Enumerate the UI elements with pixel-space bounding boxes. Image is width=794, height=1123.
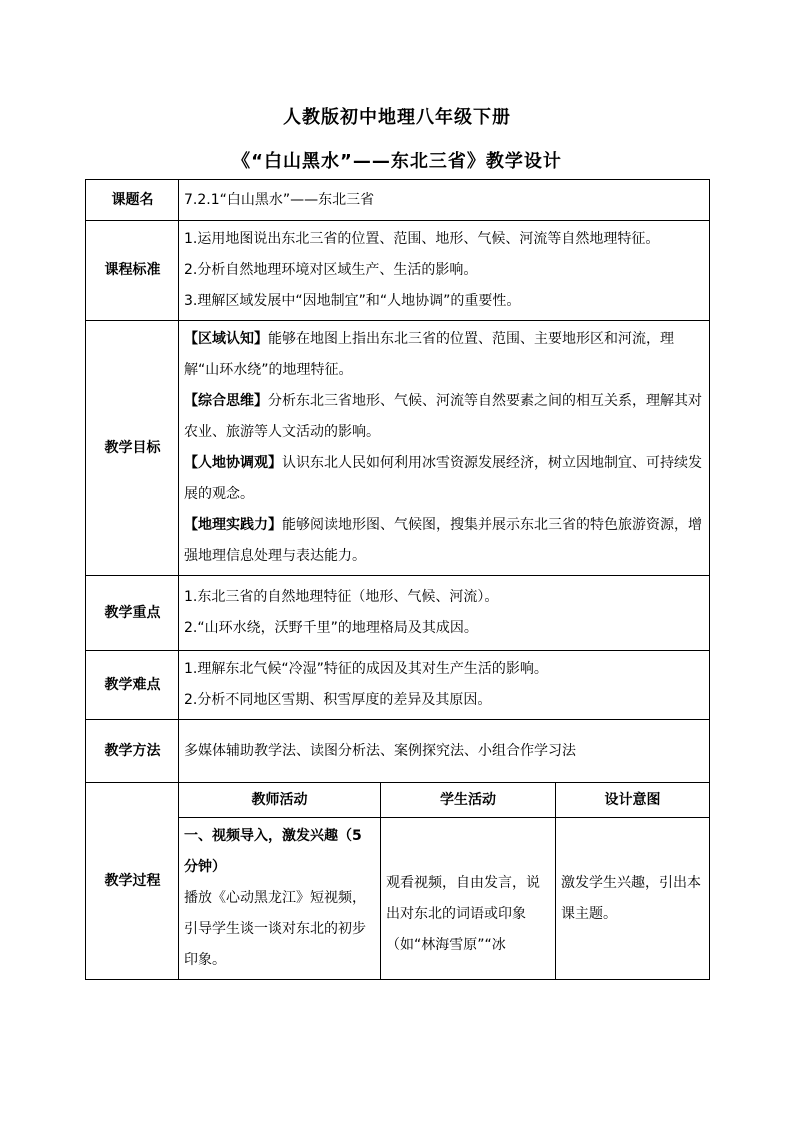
student-activity-header: 学生活动 [381, 783, 556, 818]
standard-line: 2.分析自然地理环境对区域生产、生活的影响。 [184, 262, 478, 278]
standard-content [179, 221, 710, 321]
document-title: 人教版初中地理八年级下册 [283, 107, 511, 128]
goal-item [184, 448, 705, 510]
row-key [86, 576, 710, 651]
goal-text: 认识东北人民如何利用冰雪资源发展经济，树立因地制宜、可持续发展的观念。 [184, 455, 702, 502]
goal-item [184, 510, 705, 572]
standard-line: 3.理解区域发展中“因地制宜”和“人地协调”的重要性。 [184, 293, 521, 309]
goal-text: 能够在地图上指出东北三省的位置、范围、主要地形区和河流，理解“山环水绕”的地理特征。 [184, 331, 674, 378]
goal-text: 能够阅读地形图、气候图，搜集并展示东北三省的特色旅游资源，增强地理信息处理与表达能力。 [184, 517, 702, 564]
row-difficulty [86, 651, 710, 720]
goal-tag: 【综合思维】 [184, 393, 268, 409]
difficulty-line: 2.分析不同地区雪期、积雪厚度的差异及其原因。 [184, 692, 492, 708]
step-title: 一、视频导入，激发兴趣（5 分钟） [184, 828, 362, 875]
student-activity-cell [381, 818, 556, 980]
goals-content [179, 321, 710, 576]
lesson-plan-table [85, 179, 710, 980]
method-label: 教学方法 [86, 720, 179, 783]
teacher-activity-text: 播放《心动黑龙江》短视频，引导学生谈一谈对东北的初步印象。 [184, 890, 366, 968]
row-process-step [86, 818, 710, 980]
goal-item [184, 386, 705, 448]
goal-item [184, 324, 705, 386]
row-process-headers [86, 783, 710, 818]
teacher-activity-cell [179, 818, 381, 980]
key-content [179, 576, 710, 651]
row-method [86, 720, 710, 783]
student-activity-text: 观看视频，自由发言，说出对东北的词语或印象（如“林海雪原”“冰 [386, 874, 540, 953]
key-label: 教学重点 [86, 576, 179, 651]
document-subtitle: 《“白山黑水”——东北三省》教学设计 [232, 151, 562, 172]
design-intent-cell [556, 818, 710, 980]
standard-line: 1.运用地图说出东北三省的位置、范围、地形、气候、河流等自然地理特征。 [184, 231, 660, 247]
standard-label: 课程标准 [86, 221, 179, 321]
design-intent-text: 激发学生兴趣，引出本课主题。 [561, 874, 701, 922]
row-goals [86, 321, 710, 576]
row-standard [86, 221, 710, 321]
process-label: 教学过程 [86, 783, 179, 980]
goal-tag: 【地理实践力】 [184, 517, 282, 533]
key-line: 1.东北三省的自然地理特征（地形、气候、河流）。 [184, 589, 499, 605]
difficulty-content [179, 651, 710, 720]
teacher-activity-header: 教师活动 [179, 783, 381, 818]
topic-label: 课题名 [86, 180, 179, 221]
difficulty-line: 1.理解东北气候“冷湿”特征的成因及其对生产生活的影响。 [184, 661, 548, 677]
goal-tag: 【人地协调观】 [184, 455, 282, 471]
method-value: 多媒体辅助教学法、读图分析法、案例探究法、小组合作学习法 [179, 720, 710, 783]
design-intent-header: 设计意图 [556, 783, 710, 818]
key-line: 2.“山环水绕，沃野千里”的地理格局及其成因。 [184, 620, 478, 636]
goals-label: 教学目标 [86, 321, 179, 576]
goal-tag: 【区域认知】 [184, 331, 268, 347]
topic-value: 7.2.1“白山黑水”——东北三省 [179, 180, 710, 221]
row-topic [86, 180, 710, 221]
goal-text: 分析东北三省地形、气候、河流等自然要素之间的相互关系，理解其对农业、旅游等人文活动的影响。 [184, 393, 702, 440]
difficulty-label: 教学难点 [86, 651, 179, 720]
